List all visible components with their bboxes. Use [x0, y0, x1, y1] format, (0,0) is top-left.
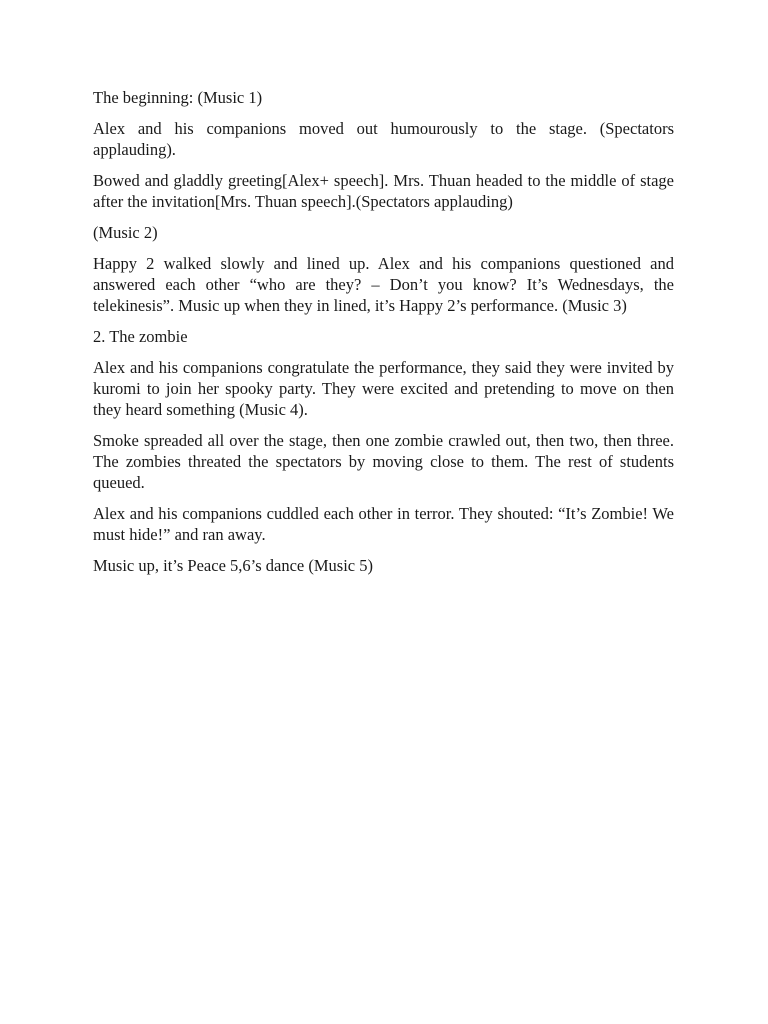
paragraph: Happy 2 walked slowly and lined up. Alex and his companions questioned and answered each other “who are they? – Don’t you know? It’s Wednesdays, the telekinesis”. Music up when they in lined, it’s Happy 2’s performance. (Music 3)	[93, 254, 674, 315]
paragraph: Music up, it’s Peace 5,6’s dance (Music 5)	[93, 556, 373, 575]
paragraph: Smoke spreaded all over the stage, then one zombie crawled out, then two, then three. The zombies threated the spectators by moving close to them. The rest of students queued.	[93, 431, 674, 492]
music-cue: (Music 2)	[93, 223, 158, 242]
paragraph: Bowed and gladdly greeting[Alex+ speech]. Mrs. Thuan headed to the middle of stage after the invitation[Mrs. Thuan speech].(Spectators applauding)	[93, 171, 674, 211]
paragraph: Alex and his companions moved out humourously to the stage. (Spectators applauding).	[93, 119, 674, 159]
document-page	[93, 87, 674, 586]
section-heading-zombie: 2. The zombie	[93, 327, 188, 346]
paragraph: Alex and his companions congratulate the performance, they said they were invited by kuromi to join her spooky party. They were excited and pretending to move on then they heard something (Music 4).	[93, 358, 674, 419]
section-heading-beginning: The beginning: (Music 1)	[93, 88, 263, 107]
paragraph: Alex and his companions cuddled each other in terror. They shouted: “It’s Zombie! We must hide!” and ran away.	[93, 504, 674, 544]
